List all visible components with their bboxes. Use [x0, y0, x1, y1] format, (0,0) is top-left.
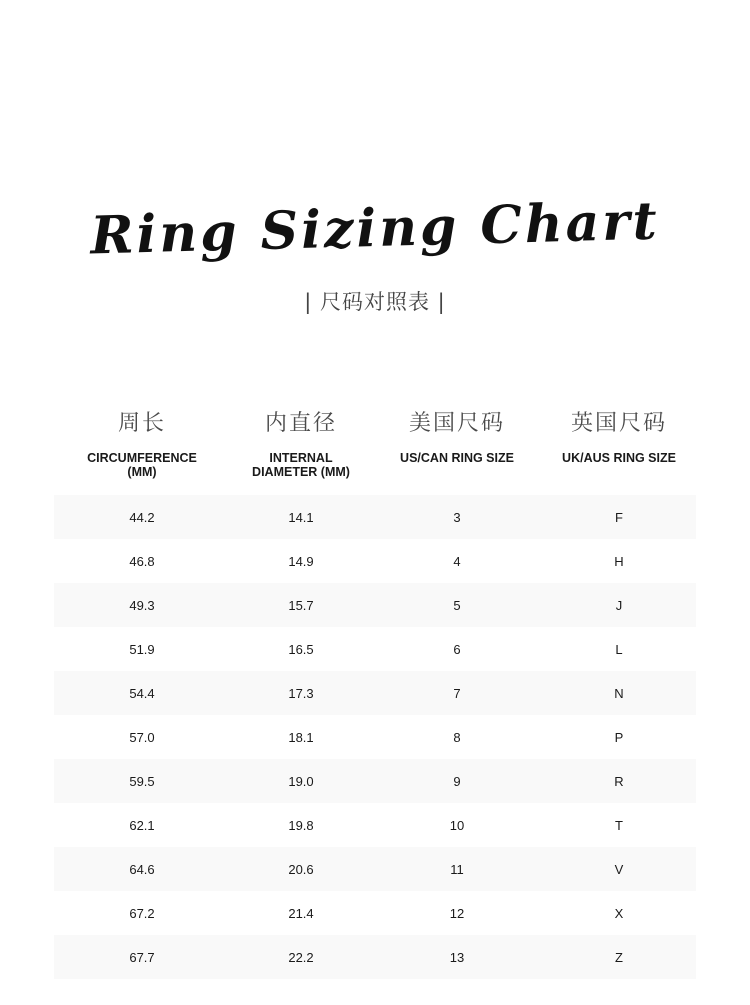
table-row [54, 627, 696, 671]
cell-circumference: 46.8 [129, 553, 155, 569]
cell-circumference: 49.3 [129, 597, 155, 613]
table-row [54, 847, 696, 891]
cell-us-size: 4 [453, 553, 461, 569]
table-row [54, 891, 696, 935]
cell-circumference: 62.1 [129, 817, 155, 833]
cell-diameter: 14.1 [288, 509, 314, 525]
cell-diameter: 16.5 [288, 641, 314, 657]
cell-circumference: 51.9 [129, 641, 155, 657]
cell-circumference: 54.4 [129, 685, 155, 701]
table-row [54, 935, 696, 979]
page-subtitle: | 尺码对照表 | [304, 290, 446, 314]
column-header-en: INTERNAL DIAMETER (MM) [252, 451, 350, 479]
cell-uk-size: V [614, 861, 624, 877]
cell-circumference: 67.2 [129, 905, 155, 921]
column-header-uk-size [542, 405, 696, 495]
cell-circumference: 44.2 [129, 509, 155, 525]
cell-diameter: 14.9 [288, 553, 314, 569]
cell-uk-size: T [615, 817, 623, 833]
cell-uk-size: L [615, 641, 623, 657]
table-header [54, 405, 696, 495]
cell-uk-size: J [615, 597, 623, 613]
cell-us-size: 3 [453, 509, 461, 525]
cell-uk-size: X [614, 905, 624, 921]
cell-diameter: 15.7 [288, 597, 314, 613]
column-header-cn: 美国尺码 [408, 411, 505, 436]
cell-us-size: 6 [453, 641, 461, 657]
column-header-us-size [372, 405, 542, 495]
column-header-en: CIRCUMFERENCE (MM) [87, 451, 197, 479]
table-row [54, 671, 696, 715]
cell-us-size: 13 [449, 949, 465, 965]
page-title: Ring Sizing Chart [89, 190, 661, 267]
table-row [54, 539, 696, 583]
column-header-cn: 英国尺码 [570, 411, 667, 436]
cell-uk-size: F [615, 509, 623, 525]
cell-circumference: 59.5 [129, 773, 155, 789]
cell-circumference: 67.7 [129, 949, 155, 965]
column-header-internal-diameter [230, 405, 372, 495]
cell-us-size: 8 [453, 729, 461, 745]
cell-diameter: 19.8 [288, 817, 314, 833]
cell-uk-size: R [614, 773, 624, 789]
column-header-cn: 内直径 [264, 411, 337, 436]
table-row [54, 803, 696, 847]
cell-uk-size: N [614, 685, 624, 701]
column-header-en: US/CAN RING SIZE [400, 451, 514, 465]
table-row [54, 583, 696, 627]
cell-diameter: 17.3 [288, 685, 314, 701]
cell-diameter: 19.0 [288, 773, 314, 789]
cell-diameter: 18.1 [288, 729, 314, 745]
column-header-cn: 周长 [117, 411, 166, 436]
table-row [54, 495, 696, 539]
cell-us-size: 9 [453, 773, 461, 789]
cell-us-size: 5 [453, 597, 461, 613]
column-header-en: UK/AUS RING SIZE [562, 451, 676, 465]
cell-uk-size: P [614, 729, 624, 745]
cell-us-size: 11 [450, 861, 464, 877]
ring-size-table [54, 405, 696, 979]
cell-circumference: 64.6 [129, 861, 155, 877]
cell-us-size: 10 [449, 817, 465, 833]
cell-diameter: 22.2 [288, 949, 314, 965]
cell-circumference: 57.0 [129, 729, 155, 745]
cell-diameter: 21.4 [288, 905, 314, 921]
table-row [54, 715, 696, 759]
table-row [54, 759, 696, 803]
cell-us-size: 12 [449, 905, 465, 921]
column-header-circumference [54, 405, 230, 495]
cell-uk-size: Z [615, 949, 623, 965]
cell-us-size: 7 [453, 685, 461, 701]
cell-uk-size: H [614, 553, 624, 569]
cell-diameter: 20.6 [288, 861, 314, 877]
